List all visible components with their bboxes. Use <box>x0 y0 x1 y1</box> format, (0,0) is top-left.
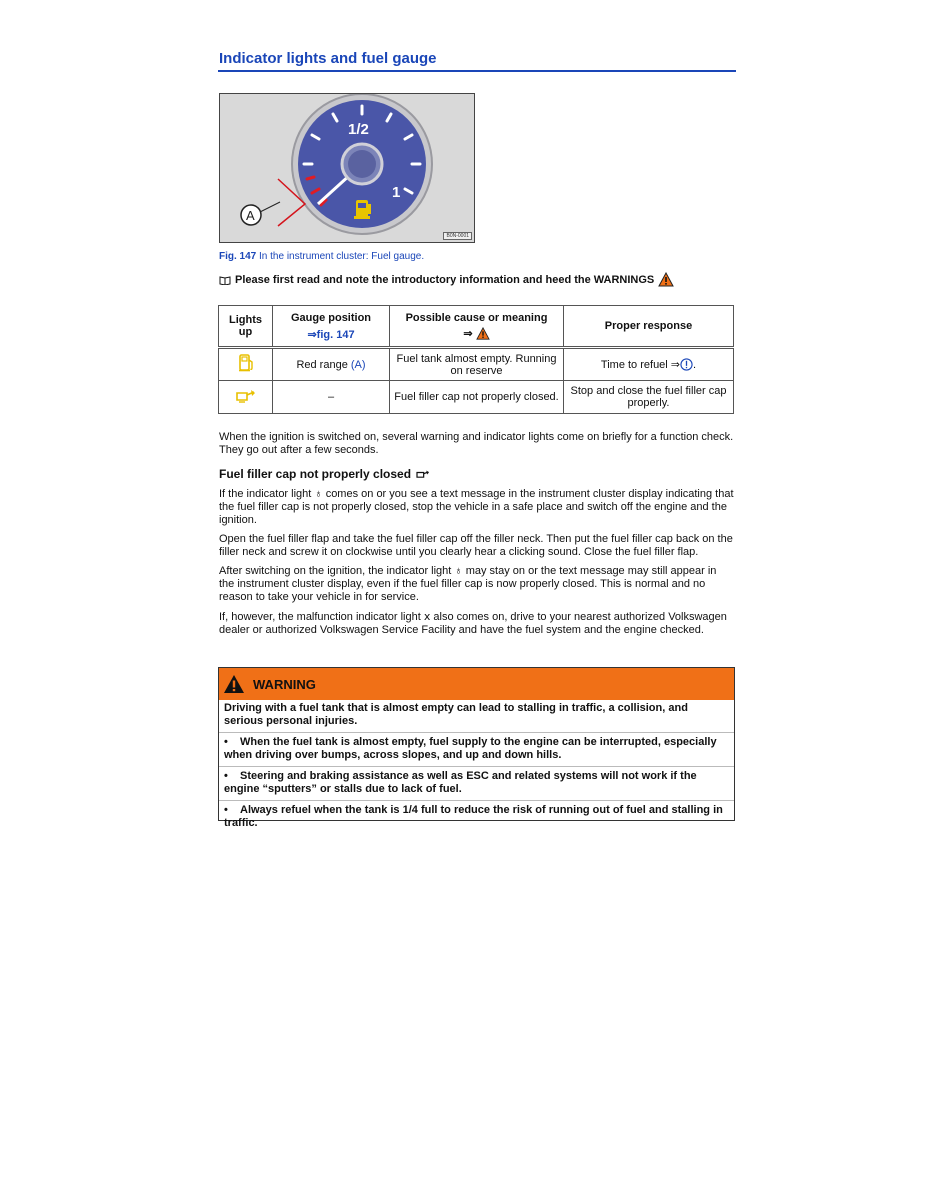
row-gauge-cell: – <box>273 381 390 414</box>
figure-code: B0N-0001 <box>443 232 472 240</box>
callout-a-link[interactable]: (A) <box>350 358 366 371</box>
fuel-cap-icon <box>234 388 258 404</box>
figure-caption-label: Fig. 147 <box>219 251 257 262</box>
warning-box <box>218 667 735 829</box>
row-gauge-text: Red range <box>296 358 351 371</box>
fuel-pump-icon <box>236 353 256 373</box>
table-header-row <box>219 306 734 348</box>
figure-caption-text: In the instrument cluster: Fuel gauge. <box>256 251 425 262</box>
intro-text: Please first read and note the introductory information and heed the WARNINGS <box>235 273 655 286</box>
bullet-marker: • <box>224 770 228 782</box>
col-response-header: Proper response <box>564 306 734 348</box>
section-heading-text: Fuel filler cap not properly closed <box>219 467 412 481</box>
warning-heading: WARNING <box>253 676 316 692</box>
col-gauge-header <box>273 306 390 348</box>
callout-a-label: A <box>246 208 255 223</box>
warning-ref-arrow: ⇒ <box>463 327 473 340</box>
col-lights-header: Lights up <box>219 306 273 348</box>
fuel-cap-icon <box>415 469 431 480</box>
fuel-gauge-figure <box>219 93 475 243</box>
warning-triangle-icon <box>223 674 245 694</box>
table-row <box>219 348 734 381</box>
row-cause-cell: Fuel tank almost empty. Running on reserve <box>390 348 564 381</box>
gauge-full-label: 1 <box>392 184 401 201</box>
bullet-marker: • <box>224 736 228 748</box>
row-response-cell <box>564 348 734 381</box>
col-cause-header <box>390 306 564 348</box>
figure-caption <box>219 251 424 262</box>
warning-bullet <box>224 804 729 830</box>
fuel-gauge-illustration <box>220 94 475 243</box>
warning-body <box>219 700 734 836</box>
row-cause-cell: Fuel filler cap not properly closed. <box>390 381 564 414</box>
warning-bullet-text: Always refuel when the tank is 1/4 full to reduce the risk of running out of fuel and stalling in traffic. <box>224 804 723 829</box>
gauge-half-label: 1/2 <box>348 121 369 138</box>
table-row <box>219 381 734 414</box>
book-icon <box>219 275 231 285</box>
warning-triangle-icon[interactable] <box>476 327 490 340</box>
row-response-text: Time to refuel ⇒ <box>600 358 681 371</box>
bullet-marker: • <box>224 804 228 816</box>
row-icon-cell <box>219 381 273 414</box>
paragraph-indicator: If the indicator light ♁ comes on or you see a text message in the instrument cluster display indicating that the fuel filler cap is not properly closed, stop the vehicle in a safe place and switch off the engine and the ignition. <box>219 488 734 526</box>
col-cause-header-label: Possible cause or meaning <box>405 311 548 324</box>
intro-notice <box>219 272 674 287</box>
info-circle-icon[interactable] <box>680 358 693 371</box>
paragraph-after-ignition: After switching on the ignition, the indicator light ♁ may stay on or the text message may still appear in the instrument cluster display, even if the fuel filler cap is now properly closed. This is normal and no reason to take your vehicle in for service. <box>219 565 717 603</box>
row-response-cell: Stop and close the fuel filler cap properly. <box>564 381 734 414</box>
col-gauge-header-label: Gauge position <box>290 311 372 324</box>
warning-bullet <box>224 770 729 796</box>
row-response-end: . <box>693 358 697 371</box>
warning-bullet-text: Steering and braking assistance as well as ESC and related systems will not work if the engine “sputters” or stalls due to lack of fuel. <box>224 770 697 795</box>
page-title: Indicator lights and fuel gauge <box>219 50 437 67</box>
title-divider <box>218 70 736 72</box>
row-gauge-cell <box>273 348 390 381</box>
warning-header <box>219 668 734 700</box>
paragraph-malfunction: If, however, the malfunction indicator light ⅹ also comes on, drive to your nearest authorized Volkswagen dealer or authorized Volkswagen Service Facility and have the fuel system and the engine checked. <box>219 611 727 636</box>
ignition-paragraph: When the ignition is switched on, several warning and indicator lights come on briefly for a function check. They go out after a few seconds. <box>219 431 734 456</box>
row-icon-cell <box>219 348 273 381</box>
section-heading <box>219 467 431 481</box>
fig-147-link[interactable]: ⇒fig. 147 <box>307 328 355 341</box>
indicator-table <box>218 305 734 414</box>
warning-lead: Driving with a fuel tank that is almost empty can lead to stalling in traffic, a collision, and serious personal injuries. <box>224 702 688 727</box>
warning-bullet <box>224 736 729 762</box>
warning-triangle-icon <box>658 272 674 287</box>
warning-bullet-text: When the fuel tank is almost empty, fuel supply to the engine can be interrupted, especially when driving over bumps, across slopes, and up and down hills. <box>224 736 717 761</box>
paragraph-refit-cap: Open the fuel filler flap and take the fuel filler cap off the filler neck. Then put the fuel filler cap back on the filler neck and screw it on clockwise until you clearly hear a clicking sound. Close the fuel filler flap. <box>219 533 733 558</box>
